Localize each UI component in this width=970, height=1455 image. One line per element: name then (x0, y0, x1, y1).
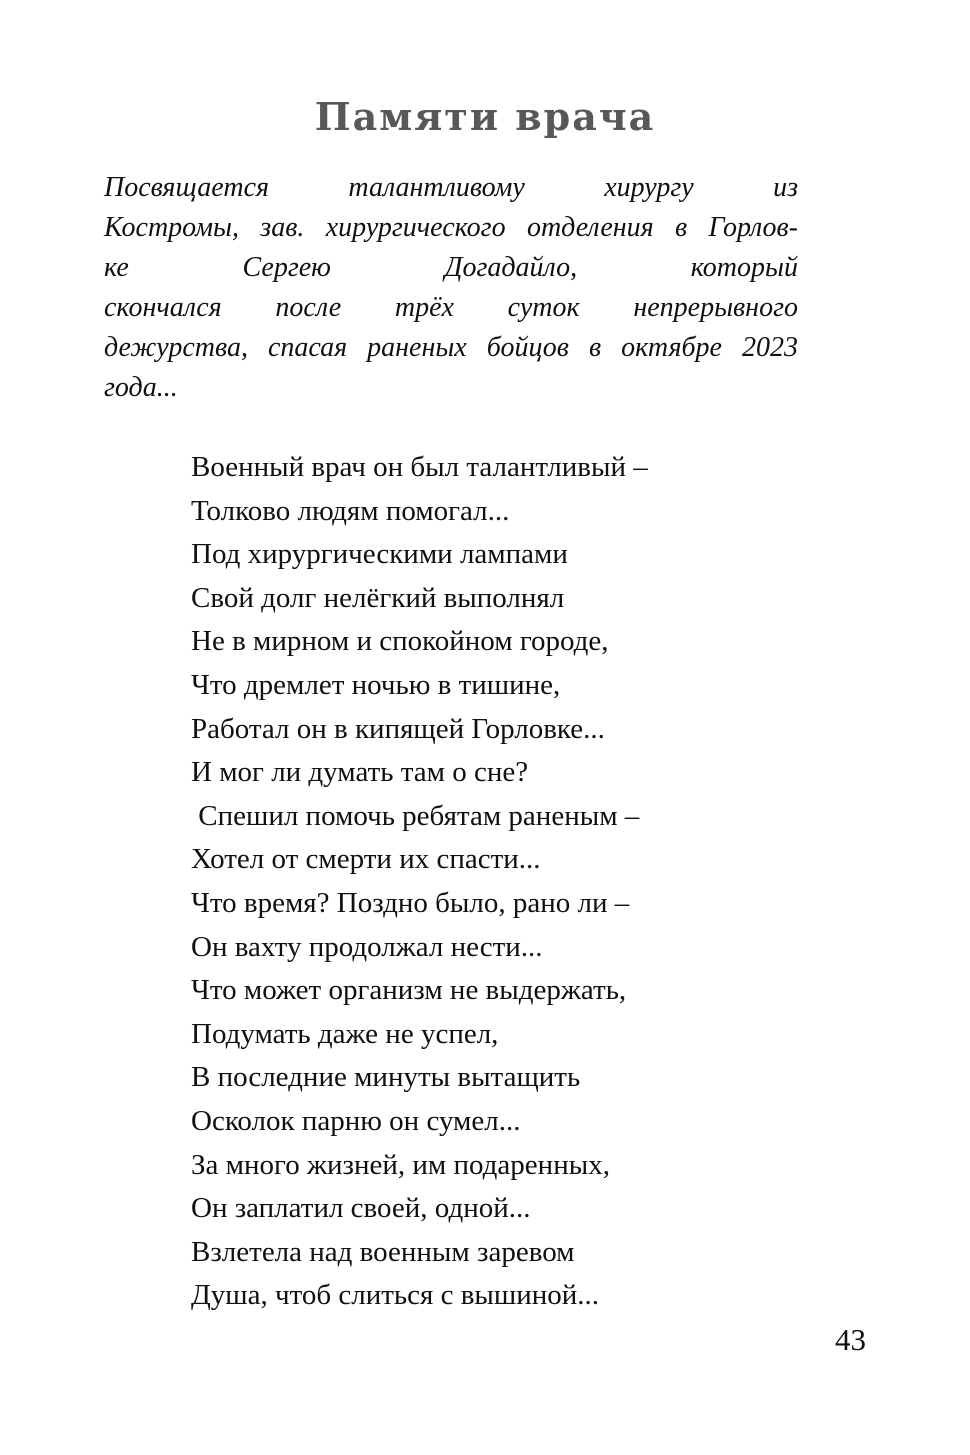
poem-line: Подумать даже не успел, (191, 1017, 499, 1050)
dedication-line: года... (104, 372, 178, 403)
dedication-line: скончался после трёх суток непрерывного (104, 292, 798, 323)
dedication-line: ке Сергею Догадайло, который (104, 252, 798, 283)
poem-line: Свой долг нелёгкий выполнял (191, 581, 565, 614)
poem-line: За много жизней, им подаренных, (191, 1148, 610, 1181)
poem-line: Под хирургическими лампами (191, 538, 568, 571)
dedication-line: дежурства, спасая раненых бойцов в октябре 2023 (104, 332, 798, 363)
poem-line: Хотел от смерти их спасти... (191, 843, 541, 876)
poem-line: Военный врач он был талантливый – (191, 451, 648, 483)
poem-line: Толково людям помогал... (191, 494, 510, 527)
poem-line: Работал он в кипящей Горловке... (191, 712, 605, 745)
poem-line: Душа, чтоб слиться с вышиной... (191, 1279, 600, 1312)
dedication (104, 168, 798, 408)
poem-line: И мог ли думать там о сне? (191, 756, 529, 789)
poem-line: Осколок парню он сумел... (191, 1104, 521, 1137)
poem-line: Не в мирном и спокойном городе, (191, 625, 609, 658)
poem-line: В последние минуты вытащить (191, 1061, 581, 1094)
page-number: 43 (835, 1322, 866, 1357)
poem-line: Что время? Поздно было, рано ли – (191, 886, 630, 919)
poem-line: Что дремлет ночью в тишине, (191, 668, 561, 701)
poem-body (191, 446, 811, 1318)
poem-line: Спешил помочь ребятам раненым – (191, 799, 640, 832)
poem-line: Он заплатил своей, одной... (191, 1192, 531, 1225)
dedication-line: Посвящается талантливому хирургу из (104, 172, 798, 203)
dedication-line: Костромы, зав. хирургического отделения в Горлов- (104, 212, 798, 243)
poem-line: Что может организм не выдержать, (191, 974, 627, 1007)
poem-line: Он вахту продолжал нести... (191, 930, 543, 963)
poem-title: Памяти врача (314, 94, 656, 139)
poem-line: Взлетела над военным заревом (191, 1235, 575, 1268)
